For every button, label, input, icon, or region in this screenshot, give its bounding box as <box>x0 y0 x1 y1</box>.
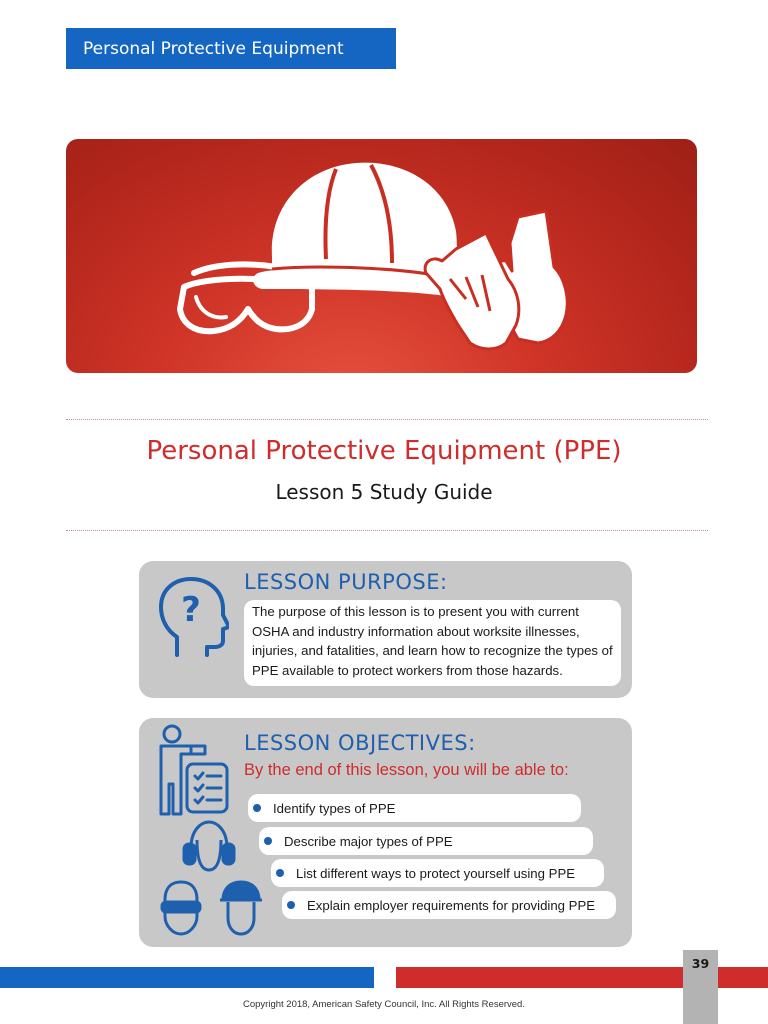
hard-hat-head-icon <box>219 880 263 936</box>
divider-bottom <box>66 530 708 531</box>
divider-top <box>66 419 708 420</box>
page-title: Personal Protective Equipment (PPE) <box>146 436 622 466</box>
ppe-banner <box>66 139 697 373</box>
bullet-icon <box>264 837 272 845</box>
page-subtitle: Lesson 5 Study Guide <box>275 480 493 504</box>
objective-text: Describe major types of PPE <box>284 833 453 849</box>
objectives-heading: LESSON OBJECTIVES: <box>244 731 476 755</box>
footer-bar-blue <box>0 967 374 988</box>
objective-item <box>271 859 604 887</box>
svg-text:?: ? <box>181 590 201 630</box>
objective-item <box>259 827 593 855</box>
purpose-heading: LESSON PURPOSE: <box>244 570 448 594</box>
copyright-text: Copyright 2018, American Safety Council, Inc. All Rights Reserved. <box>243 999 525 1010</box>
objective-text: Explain employer requirements for providing PPE <box>307 897 596 913</box>
objective-text: List different ways to protect yourself using PPE <box>296 865 576 881</box>
bullet-icon <box>253 804 261 812</box>
header-tab: Personal Protective Equipment <box>66 28 396 69</box>
goggles-head-icon <box>159 880 203 936</box>
presenter-checklist-icon <box>151 724 235 820</box>
objective-item <box>282 891 616 919</box>
page-number: 39 <box>683 950 718 1024</box>
objective-text: Identify types of PPE <box>273 800 396 816</box>
ear-muffs-head-icon <box>181 820 237 872</box>
objectives-intro: By the end of this lesson, you will be able to: <box>244 761 569 779</box>
lesson-purpose-panel <box>139 561 632 698</box>
objective-item <box>248 794 581 822</box>
bullet-icon <box>276 869 284 877</box>
purpose-text: The purpose of this lesson is to present you with current OSHA and industry information about worksite illnesses, injuries, and fatalities, and learn how to recognize the types of PPE available to protect workers from those hazards. <box>244 600 621 686</box>
question-head-icon <box>157 575 229 659</box>
bullet-icon <box>287 901 295 909</box>
lesson-objectives-panel <box>139 718 632 947</box>
